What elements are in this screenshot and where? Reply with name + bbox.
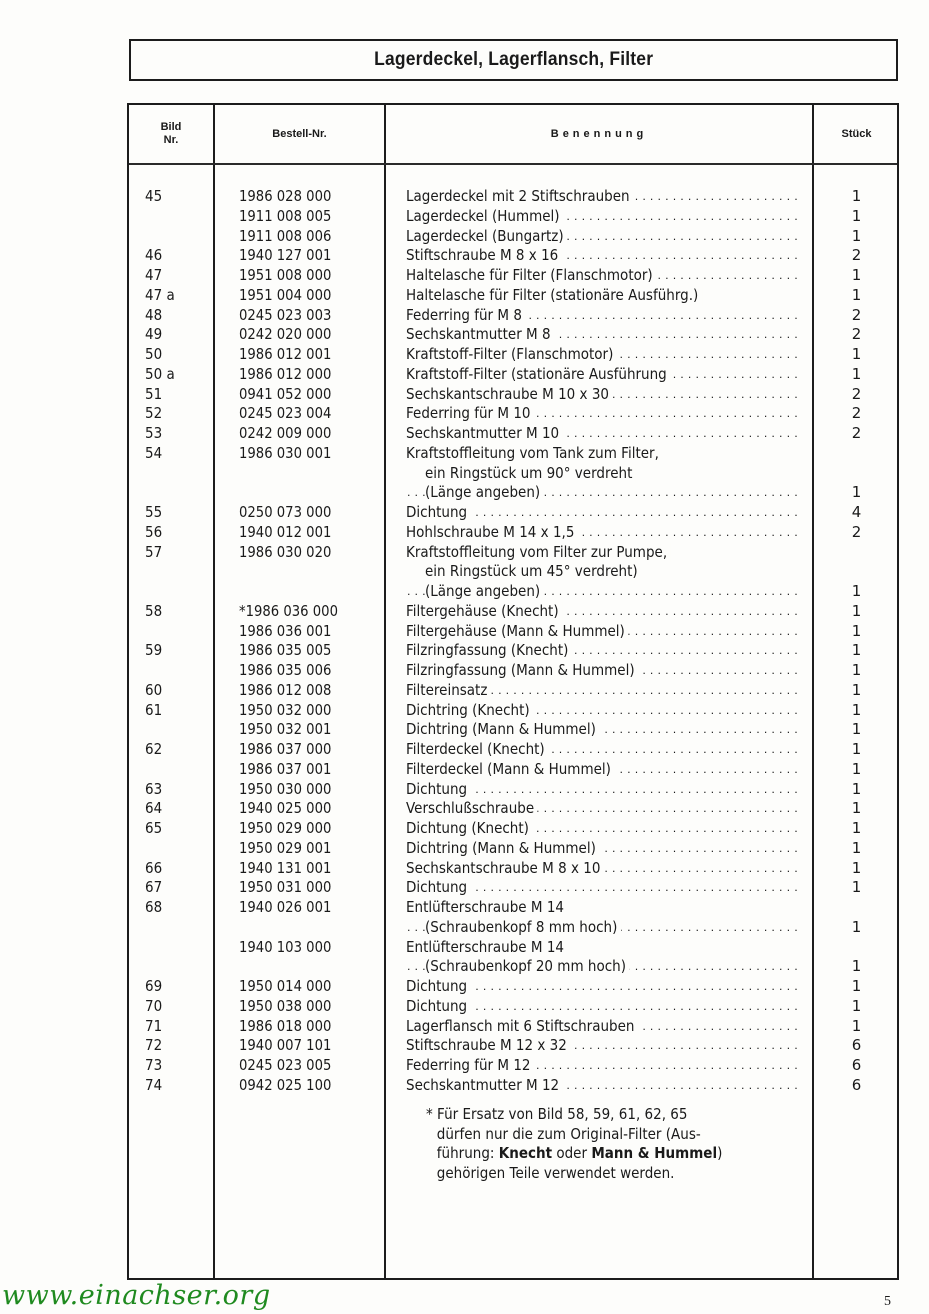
stueck: 1: [851, 759, 862, 778]
bestell-nr: 0941 052 000: [239, 384, 332, 403]
bild-nr: 57: [145, 542, 163, 561]
bild-nr: 69: [145, 977, 163, 995]
bild-nr: 74: [145, 1075, 163, 1094]
header-benennung: Benennung: [550, 127, 648, 140]
table-row: [129, 780, 897, 800]
bestell-nr: 1940 012 001: [239, 522, 332, 541]
bild-nr: 50: [145, 345, 163, 363]
table-row: [129, 1056, 897, 1076]
bestell-nr: 1940 131 001: [239, 858, 332, 877]
benennung-text: Federring für M 8: [406, 306, 526, 326]
stueck: 1: [851, 1016, 862, 1035]
bestell-nr: 1950 031 000: [239, 878, 332, 897]
bild-nr: 47 a: [145, 285, 175, 304]
header-bestell-nr: Bestell-Nr.: [272, 127, 327, 140]
table-row: [129, 878, 897, 898]
stueck: 1: [851, 740, 862, 758]
table-row: [129, 661, 897, 681]
table-row: [129, 1036, 897, 1056]
benennung-text: Dichtring (Knecht): [406, 701, 533, 721]
stueck: 2: [851, 246, 862, 265]
benennung: [406, 918, 798, 938]
table-row: [129, 918, 897, 938]
table-body: [129, 187, 897, 1096]
table-row: [129, 799, 897, 819]
benennung-text: Sechskantmutter M 12: [406, 1076, 563, 1096]
benennung-text: Federring für M 12: [406, 1056, 534, 1076]
bestell-nr: 1986 037 000: [239, 740, 332, 758]
footnote-text: ): [717, 1144, 723, 1162]
bild-nr: 46: [145, 246, 163, 265]
benennung: [406, 1056, 798, 1076]
table-row: [129, 938, 897, 958]
stueck: 1: [851, 601, 862, 620]
bild-nr: 51: [145, 384, 163, 403]
bild-nr: 49: [145, 325, 163, 344]
benennung: [406, 424, 798, 444]
stueck: 1: [851, 285, 862, 304]
bild-nr: 53: [145, 424, 163, 442]
benennung: [406, 306, 798, 326]
stueck: 1: [851, 878, 862, 897]
footnote-line: * Für Ersatz von Bild 58, 59, 61, 62, 65: [426, 1105, 688, 1123]
benennung-text: Kraftstoff-Filter (stationäre Ausführung: [406, 365, 670, 385]
bestell-nr: 1950 014 000: [239, 977, 332, 995]
benennung-text: Haltelasche für Filter (stationäre Ausführg.): [406, 286, 702, 306]
bestell-nr: *1986 036 000: [239, 601, 338, 620]
benennung-text: Filterdeckel (Knecht): [406, 740, 548, 760]
bestell-nr: 0942 025 100: [239, 1075, 332, 1094]
benennung-text: Dichtung: [406, 878, 471, 898]
bild-nr: 71: [145, 1016, 163, 1035]
table-row: [129, 543, 897, 563]
benennung-text: Dichtung: [406, 780, 471, 800]
stueck: 6: [851, 1075, 862, 1094]
footnote-line: gehörigen Teile verwendet werden.: [436, 1163, 675, 1182]
benennung-text: ein Ringstück um 45° verdreht): [425, 562, 641, 582]
page-title: Lagerdeckel, Lagerflansch, Filter: [373, 49, 654, 70]
benennung: [406, 602, 798, 622]
benennung: [406, 740, 798, 760]
benennung: [406, 760, 798, 780]
header-nr-label: Nr.: [163, 134, 179, 146]
benennung: [406, 1076, 798, 1096]
bestell-nr: 0245 023 004: [239, 404, 332, 423]
bild-nr: 54: [145, 443, 163, 462]
table-row: [129, 385, 897, 405]
stueck: 1: [851, 661, 862, 679]
benennung: [406, 266, 798, 286]
stueck: 1: [851, 858, 862, 877]
benennung: [406, 622, 798, 642]
stueck: 1: [851, 364, 862, 383]
header-bild-nr: [129, 105, 213, 163]
footnote-text: oder: [552, 1144, 592, 1162]
table-row: [129, 957, 897, 977]
benennung: [406, 997, 798, 1017]
benennung-text: Entlüfterschraube M 14: [406, 938, 568, 958]
header-divider: [129, 163, 897, 165]
table-row: [129, 997, 897, 1017]
stueck: 1: [851, 720, 862, 739]
benennung: [406, 345, 798, 365]
table-row: [129, 187, 897, 207]
benennung: [406, 523, 798, 543]
bild-nr: 70: [145, 996, 163, 1015]
stueck: 1: [851, 206, 862, 225]
benennung: [406, 681, 798, 701]
bestell-nr: 1911 008 005: [239, 206, 332, 225]
table-row: [129, 286, 897, 306]
benennung: [406, 503, 798, 523]
stueck: 2: [851, 325, 862, 344]
bild-nr: 66: [145, 858, 163, 877]
benennung: [406, 780, 798, 800]
stueck: 2: [851, 404, 862, 423]
stueck: 1: [851, 641, 862, 660]
stueck: 2: [851, 305, 862, 324]
table-row: [129, 562, 897, 582]
table-row: [129, 977, 897, 997]
benennung-text: Filtergehäuse (Knecht): [406, 602, 562, 622]
table-row: [129, 720, 897, 740]
benennung-text: Lagerdeckel mit 2 Stiftschrauben: [406, 187, 633, 207]
title-box: [129, 39, 898, 81]
bild-nr: 48: [145, 305, 163, 324]
benennung-text: Kraftstoffleitung vom Filter zur Pumpe,: [406, 543, 671, 563]
stueck: 1: [851, 838, 862, 857]
table-row: [129, 246, 897, 266]
benennung: [406, 543, 798, 563]
stueck: 1: [851, 700, 862, 719]
bestell-nr: 1986 035 005: [239, 641, 332, 660]
header-stueck: Stück: [841, 127, 872, 140]
benennung-text: Federring für M 10: [406, 404, 534, 424]
stueck: 2: [851, 384, 862, 403]
stueck: 6: [851, 1056, 862, 1074]
table-row: [129, 641, 897, 661]
table-row: [129, 898, 897, 918]
bestell-nr: 1986 028 000: [239, 187, 332, 205]
benennung-text: Filterdeckel (Mann & Hummel): [406, 760, 615, 780]
stueck: 1: [851, 917, 862, 936]
stueck: 2: [851, 522, 862, 541]
bild-nr: 55: [145, 503, 163, 521]
benennung-text: Filtereinsatz: [406, 681, 491, 701]
benennung: [406, 661, 798, 681]
bestell-nr: 1940 007 101: [239, 1036, 332, 1055]
watermark-link[interactable]: www.einachser.org: [2, 1280, 271, 1311]
stueck: 6: [851, 1036, 862, 1055]
benennung-text: Dichtung: [406, 503, 471, 523]
stueck: 1: [851, 996, 862, 1015]
bild-nr: 72: [145, 1036, 163, 1055]
table-row: [129, 740, 897, 760]
bestell-nr: 1940 103 000: [239, 937, 332, 956]
bestell-nr: 1986 012 000: [239, 364, 332, 383]
benennung-text: Hohlschraube M 14 x 1,5: [406, 523, 578, 543]
benennung-text: (Länge angeben): [425, 582, 544, 602]
bild-nr: 64: [145, 799, 163, 818]
table-row: [129, 681, 897, 701]
stueck: 4: [851, 503, 862, 521]
bild-nr: 67: [145, 878, 163, 897]
benennung: [406, 878, 798, 898]
benennung: [406, 701, 798, 721]
benennung: [406, 1036, 798, 1056]
table-row: [129, 483, 897, 503]
bild-nr: 60: [145, 680, 163, 699]
benennung-text: Sechskantschraube M 8 x 10: [406, 859, 604, 879]
benennung: [406, 464, 798, 484]
stueck: 1: [851, 266, 862, 284]
table-row: [129, 602, 897, 622]
table-row: [129, 464, 897, 484]
table-row: [129, 503, 897, 523]
benennung-text: Stiftschraube M 12 x 32: [406, 1036, 570, 1056]
bild-nr: 62: [145, 740, 163, 758]
benennung-text: Dichtung: [406, 977, 471, 997]
bild-nr: 47: [145, 266, 163, 284]
benennung: [406, 207, 798, 227]
parts-table: [127, 103, 899, 1280]
table-row: [129, 760, 897, 780]
footnote-brand-knecht: Knecht: [498, 1144, 553, 1162]
bestell-nr: 1986 012 008: [239, 680, 332, 699]
bestell-nr: 0245 023 003: [239, 305, 332, 324]
bestell-nr: 1986 037 001: [239, 759, 332, 778]
stueck: 1: [851, 621, 862, 640]
benennung-text: Stiftschraube M 8 x 16: [406, 246, 562, 266]
benennung-text: Dichtung: [406, 997, 471, 1017]
stueck: 1: [851, 345, 862, 363]
stueck: 1: [851, 779, 862, 798]
table-row: [129, 1017, 897, 1037]
bestell-nr: 1986 018 000: [239, 1016, 332, 1035]
benennung: [406, 187, 798, 207]
benennung-text: Kraftstoffleitung vom Tank zum Filter,: [406, 444, 663, 464]
benennung-text: Sechskantmutter M 8: [406, 325, 554, 345]
benennung-text: Sechskantmutter M 10: [406, 424, 563, 444]
benennung-text: Lagerdeckel (Bungartz): [406, 227, 567, 247]
bild-nr: 63: [145, 779, 163, 798]
benennung-text: Lagerflansch mit 6 Stiftschrauben: [406, 1017, 638, 1037]
table-row: [129, 424, 897, 444]
bestell-nr: 1950 030 000: [239, 779, 332, 798]
stueck: 2: [851, 424, 862, 442]
bestell-nr: 1986 035 006: [239, 661, 332, 679]
footnote-brand-mann-hummel: Mann & Hummel: [591, 1144, 718, 1162]
bestell-nr: 1940 127 001: [239, 246, 332, 265]
benennung: [406, 483, 798, 503]
bestell-nr: 1940 025 000: [239, 799, 332, 818]
benennung-text: Filzringfassung (Knecht): [406, 641, 572, 661]
table-row: [129, 227, 897, 247]
table-row: [129, 207, 897, 227]
benennung-text: Verschlußschraube: [406, 799, 538, 819]
benennung-text: Dichtring (Mann & Hummel): [406, 839, 599, 859]
bestell-nr: 1986 030 001: [239, 443, 332, 462]
bild-nr: 45: [145, 187, 163, 205]
bestell-nr: 1940 026 001: [239, 898, 332, 916]
stueck: 1: [851, 799, 862, 818]
benennung: [406, 227, 798, 247]
benennung: [406, 286, 798, 306]
table-row: [129, 325, 897, 345]
benennung-text: Dichtring (Mann & Hummel): [406, 720, 599, 740]
table-row: [129, 365, 897, 385]
bestell-nr: 1986 036 001: [239, 621, 332, 640]
table-row: [129, 839, 897, 859]
benennung: [406, 819, 798, 839]
benennung: [406, 385, 798, 405]
bestell-nr: 1950 029 001: [239, 838, 332, 857]
benennung: [406, 246, 798, 266]
stueck: 1: [851, 483, 862, 502]
benennung: [406, 799, 798, 819]
bestell-nr: 0242 020 000: [239, 325, 332, 344]
benennung: [406, 444, 798, 464]
bestell-nr: 1951 008 000: [239, 266, 332, 284]
benennung: [406, 898, 798, 918]
bestell-nr: 1986 030 020: [239, 542, 332, 561]
benennung: [406, 1017, 798, 1037]
bestell-nr: 1950 032 001: [239, 720, 332, 739]
benennung-text: Dichtung (Knecht): [406, 819, 533, 839]
stueck: 1: [851, 187, 862, 205]
table-row: [129, 523, 897, 543]
benennung: [406, 720, 798, 740]
bild-nr: 58: [145, 601, 163, 620]
bild-nr: 52: [145, 404, 163, 423]
bestell-nr: 0242 009 000: [239, 424, 332, 442]
table-row: [129, 1076, 897, 1096]
footnote-line: [426, 1144, 786, 1164]
bestell-nr: 1950 029 000: [239, 819, 332, 837]
benennung-text: Filzringfassung (Mann & Hummel): [406, 661, 638, 681]
benennung-text: Haltelasche für Filter (Flanschmotor): [406, 266, 656, 286]
benennung: [406, 365, 798, 385]
bild-nr: 65: [145, 819, 163, 837]
stueck: 1: [851, 819, 862, 837]
table-row: [129, 859, 897, 879]
stueck: 1: [851, 226, 862, 245]
stueck: 1: [851, 957, 862, 976]
benennung: [406, 325, 798, 345]
table-row: [129, 404, 897, 424]
benennung: [406, 859, 798, 879]
header-bild-label: Bild: [160, 121, 182, 133]
bild-nr: 56: [145, 522, 163, 541]
table-row: [129, 266, 897, 286]
bestell-nr: 1950 038 000: [239, 996, 332, 1015]
bestell-nr: 1950 032 000: [239, 700, 332, 719]
stueck: 1: [851, 680, 862, 699]
benennung: [406, 404, 798, 424]
table-row: [129, 345, 897, 365]
benennung-text: Sechskantschraube M 10 x 30: [406, 385, 613, 405]
benennung: [406, 938, 798, 958]
footnote: [426, 1105, 826, 1183]
benennung-text: (Schraubenkopf 8 mm hoch): [425, 918, 621, 938]
benennung-text: Filtergehäuse (Mann & Hummel): [406, 622, 628, 642]
table-row: [129, 622, 897, 642]
bestell-nr: 1951 004 000: [239, 285, 332, 304]
bild-nr: 50 a: [145, 364, 175, 383]
benennung: [406, 562, 798, 582]
bild-nr: 59: [145, 641, 163, 660]
bestell-nr: 1911 008 006: [239, 226, 332, 245]
benennung: [406, 839, 798, 859]
benennung-text: ein Ringstück um 90° verdreht: [425, 464, 636, 484]
benennung: [406, 977, 798, 997]
benennung: [406, 957, 798, 977]
stueck: 1: [851, 582, 862, 600]
benennung-text: Entlüfterschraube M 14: [406, 898, 568, 918]
bild-nr: 73: [145, 1056, 163, 1074]
bild-nr: 61: [145, 700, 163, 719]
bild-nr: 68: [145, 898, 163, 916]
table-row: [129, 582, 897, 602]
benennung-text: Lagerdeckel (Hummel): [406, 207, 563, 227]
benennung: [406, 641, 798, 661]
benennung: [406, 582, 798, 602]
table-row: [129, 306, 897, 326]
benennung-text: (Schraubenkopf 20 mm hoch): [425, 957, 630, 977]
footnote-line: dürfen nur die zum Original-Filter (Aus-: [436, 1124, 701, 1143]
bestell-nr: 0245 023 005: [239, 1056, 332, 1074]
bestell-nr: 1986 012 001: [239, 345, 332, 363]
stueck: 1: [851, 977, 862, 995]
benennung-text: (Länge angeben): [425, 483, 544, 503]
page-number: 5: [884, 1294, 891, 1309]
table-row: [129, 819, 897, 839]
table-row: [129, 444, 897, 464]
table-row: [129, 701, 897, 721]
benennung-text: Kraftstoff-Filter (Flanschmotor): [406, 345, 617, 365]
footnote-text: führung:: [436, 1144, 499, 1162]
bestell-nr: 0250 073 000: [239, 503, 332, 521]
